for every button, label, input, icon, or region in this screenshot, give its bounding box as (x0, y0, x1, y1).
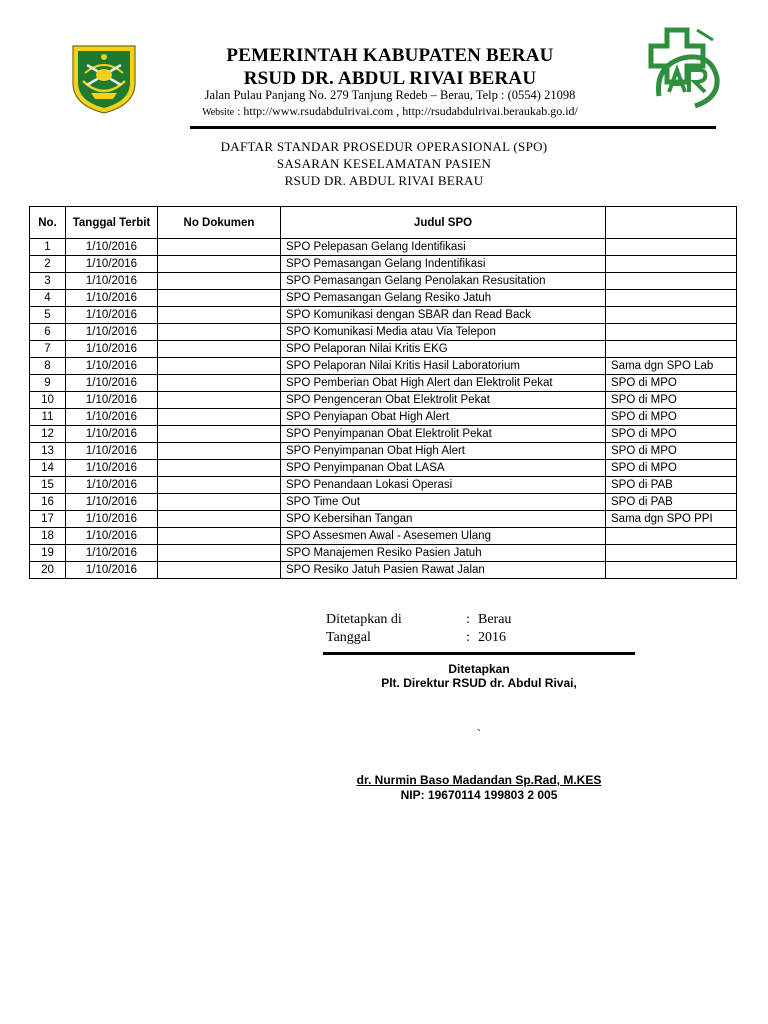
cell-judul-spo: SPO Penyimpanan Obat Elektrolit Pekat (281, 426, 606, 443)
table-row (30, 409, 737, 426)
date-value: 2016 (478, 630, 506, 645)
signer-role: Plt. Direktur RSUD dr. Abdul Rivai, (381, 676, 577, 690)
cell-judul-spo: SPO Pengenceran Obat Elektrolit Pekat (281, 392, 606, 409)
determined-by: Ditetapkan (448, 662, 510, 676)
cell-no: 18 (30, 528, 66, 545)
cell-keterangan (606, 290, 737, 307)
hospital-website (160, 104, 620, 119)
cell-no: 1 (30, 239, 66, 256)
date-colon: : (466, 630, 470, 645)
hospital-address: Jalan Pulau Panjang No. 279 Tanjung Redeb – Berau, Telp : (0554) 21098 (204, 88, 576, 102)
cell-no-dokumen (158, 443, 281, 460)
cell-no: 15 (30, 477, 66, 494)
cell-no-dokumen (158, 460, 281, 477)
cell-judul-spo: SPO Penandaan Lokasi Operasi (281, 477, 606, 494)
cell-judul-spo: SPO Komunikasi dengan SBAR dan Read Back (281, 307, 606, 324)
cell-judul-spo: SPO Manajemen Resiko Pasien Jatuh (281, 545, 606, 562)
table-row (30, 511, 737, 528)
cell-judul-spo: SPO Penyiapan Obat High Alert (281, 409, 606, 426)
document-subtitle: SASARAN KESELAMATAN PASIEN (276, 156, 492, 171)
cell-no-dokumen (158, 545, 281, 562)
cell-tanggal-terbit: 1/10/2016 (66, 324, 158, 341)
cell-tanggal-terbit: 1/10/2016 (66, 545, 158, 562)
cell-no-dokumen (158, 409, 281, 426)
cell-keterangan: SPO di MPO (606, 409, 737, 426)
cell-keterangan: SPO di MPO (606, 460, 737, 477)
cell-no: 8 (30, 358, 66, 375)
cell-keterangan (606, 545, 737, 562)
cell-judul-spo: SPO Pemasangan Gelang Resiko Jatuh (281, 290, 606, 307)
cell-no-dokumen (158, 256, 281, 273)
cell-no-dokumen (158, 324, 281, 341)
cell-no-dokumen (158, 307, 281, 324)
letterhead-divider (190, 126, 716, 129)
cell-tanggal-terbit: 1/10/2016 (66, 307, 158, 324)
table-row (30, 392, 737, 409)
cell-keterangan: SPO di MPO (606, 426, 737, 443)
table-row (30, 341, 737, 358)
signature-mark: ` (477, 727, 481, 741)
cell-no: 14 (30, 460, 66, 477)
signature-divider (323, 652, 635, 655)
table-row (30, 290, 737, 307)
cell-keterangan (606, 528, 737, 545)
document-title: DAFTAR STANDAR PROSEDUR OPERASIONAL (SPO) (220, 139, 548, 154)
spo-table (29, 206, 737, 579)
kabupaten-berau-emblem-icon (69, 43, 139, 115)
cell-keterangan: SPO di MPO (606, 443, 737, 460)
cell-tanggal-terbit: 1/10/2016 (66, 426, 158, 443)
cell-no: 3 (30, 273, 66, 290)
cell-tanggal-terbit: 1/10/2016 (66, 341, 158, 358)
rsud-cross-logo-icon (645, 26, 723, 114)
signer-nip: NIP: 19670114 199803 2 005 (400, 788, 558, 802)
cell-no-dokumen (158, 239, 281, 256)
cell-judul-spo: SPO Time Out (281, 494, 606, 511)
place-value: Berau (478, 612, 512, 627)
table-row (30, 324, 737, 341)
cell-no-dokumen (158, 273, 281, 290)
table-header-row (30, 207, 737, 239)
cell-no: 17 (30, 511, 66, 528)
hospital-name: RSUD DR. ABDUL RIVAI BERAU (243, 68, 537, 89)
cell-tanggal-terbit: 1/10/2016 (66, 392, 158, 409)
website-label: Website (202, 107, 235, 118)
cell-tanggal-terbit: 1/10/2016 (66, 273, 158, 290)
signer-name: dr. Nurmin Baso Madandan Sp.Rad, M.KES (356, 773, 602, 787)
cell-keterangan: SPO di MPO (606, 392, 737, 409)
spo-table-body (30, 239, 737, 579)
cell-judul-spo: SPO Pelepasan Gelang Identifikasi (281, 239, 606, 256)
cell-tanggal-terbit: 1/10/2016 (66, 256, 158, 273)
cell-keterangan (606, 239, 737, 256)
cell-tanggal-terbit: 1/10/2016 (66, 239, 158, 256)
cell-keterangan (606, 341, 737, 358)
cell-judul-spo: SPO Komunikasi Media atau Via Telepon (281, 324, 606, 341)
cell-tanggal-terbit: 1/10/2016 (66, 460, 158, 477)
cell-tanggal-terbit: 1/10/2016 (66, 358, 158, 375)
cell-no: 11 (30, 409, 66, 426)
cell-keterangan (606, 562, 737, 579)
cell-no-dokumen (158, 375, 281, 392)
cell-no-dokumen (158, 392, 281, 409)
cell-judul-spo: SPO Pemasangan Gelang Indentifikasi (281, 256, 606, 273)
cell-tanggal-terbit: 1/10/2016 (66, 375, 158, 392)
cell-judul-spo: SPO Kebersihan Tangan (281, 511, 606, 528)
cell-tanggal-terbit: 1/10/2016 (66, 528, 158, 545)
cell-no: 7 (30, 341, 66, 358)
cell-keterangan: Sama dgn SPO Lab (606, 358, 737, 375)
table-row (30, 443, 737, 460)
cell-judul-spo: SPO Pelaporan Nilai Kritis EKG (281, 341, 606, 358)
cell-no-dokumen (158, 511, 281, 528)
cell-tanggal-terbit: 1/10/2016 (66, 494, 158, 511)
cell-tanggal-terbit: 1/10/2016 (66, 562, 158, 579)
cell-tanggal-terbit: 1/10/2016 (66, 409, 158, 426)
cell-no: 5 (30, 307, 66, 324)
cell-no-dokumen (158, 290, 281, 307)
cell-judul-spo: SPO Pemasangan Gelang Penolakan Resusitation (281, 273, 606, 290)
cell-no: 6 (30, 324, 66, 341)
cell-no: 16 (30, 494, 66, 511)
cell-judul-spo: SPO Penyimpanan Obat LASA (281, 460, 606, 477)
cell-judul-spo: SPO Pemberian Obat High Alert dan Elektrolit Pekat (281, 375, 606, 392)
cell-no: 20 (30, 562, 66, 579)
table-row (30, 528, 737, 545)
cell-judul-spo: SPO Pelaporan Nilai Kritis Hasil Laboratorium (281, 358, 606, 375)
table-row (30, 273, 737, 290)
table-row (30, 307, 737, 324)
cell-keterangan (606, 324, 737, 341)
cell-judul-spo: SPO Penyimpanan Obat High Alert (281, 443, 606, 460)
cell-keterangan (606, 307, 737, 324)
cell-judul-spo: SPO Resiko Jatuh Pasien Rawat Jalan (281, 562, 606, 579)
header-keterangan (606, 207, 737, 239)
table-row (30, 477, 737, 494)
cell-tanggal-terbit: 1/10/2016 (66, 477, 158, 494)
cell-no-dokumen (158, 358, 281, 375)
cell-no: 9 (30, 375, 66, 392)
cell-no-dokumen (158, 528, 281, 545)
cell-keterangan: SPO di PAB (606, 477, 737, 494)
cell-keterangan (606, 256, 737, 273)
cell-judul-spo: SPO Assesmen Awal - Asesemen Ulang (281, 528, 606, 545)
website-value: : http://www.rsudabdulrivai.com , http://rsudabdulrivai.beraukab.go.id/ (237, 104, 578, 118)
table-row (30, 256, 737, 273)
place-label: Ditetapkan di (326, 612, 402, 627)
header-no: No. (30, 207, 66, 239)
date-label: Tanggal (326, 630, 371, 645)
government-name: PEMERINTAH KABUPATEN BERAU (226, 45, 554, 66)
cell-keterangan: SPO di MPO (606, 375, 737, 392)
table-row (30, 239, 737, 256)
cell-keterangan: Sama dgn SPO PPI (606, 511, 737, 528)
document-hospital: RSUD DR. ABDUL RIVAI BERAU (284, 173, 484, 188)
cell-no: 10 (30, 392, 66, 409)
cell-no: 12 (30, 426, 66, 443)
cell-no-dokumen (158, 477, 281, 494)
cell-no-dokumen (158, 494, 281, 511)
table-row (30, 494, 737, 511)
cell-no-dokumen (158, 426, 281, 443)
cell-no: 4 (30, 290, 66, 307)
table-row (30, 358, 737, 375)
table-row (30, 426, 737, 443)
cell-no: 2 (30, 256, 66, 273)
cell-no-dokumen (158, 341, 281, 358)
table-row (30, 562, 737, 579)
cell-tanggal-terbit: 1/10/2016 (66, 511, 158, 528)
place-colon: : (466, 612, 470, 627)
table-row (30, 545, 737, 562)
cell-keterangan (606, 273, 737, 290)
cell-keterangan: SPO di PAB (606, 494, 737, 511)
cell-tanggal-terbit: 1/10/2016 (66, 443, 158, 460)
cell-no: 19 (30, 545, 66, 562)
header-judul-spo: Judul SPO (281, 207, 606, 239)
table-row (30, 375, 737, 392)
header-no-dokumen: No Dokumen (158, 207, 281, 239)
cell-no-dokumen (158, 562, 281, 579)
header-tanggal-terbit: Tanggal Terbit (66, 207, 158, 239)
cell-no: 13 (30, 443, 66, 460)
table-row (30, 460, 737, 477)
cell-tanggal-terbit: 1/10/2016 (66, 290, 158, 307)
